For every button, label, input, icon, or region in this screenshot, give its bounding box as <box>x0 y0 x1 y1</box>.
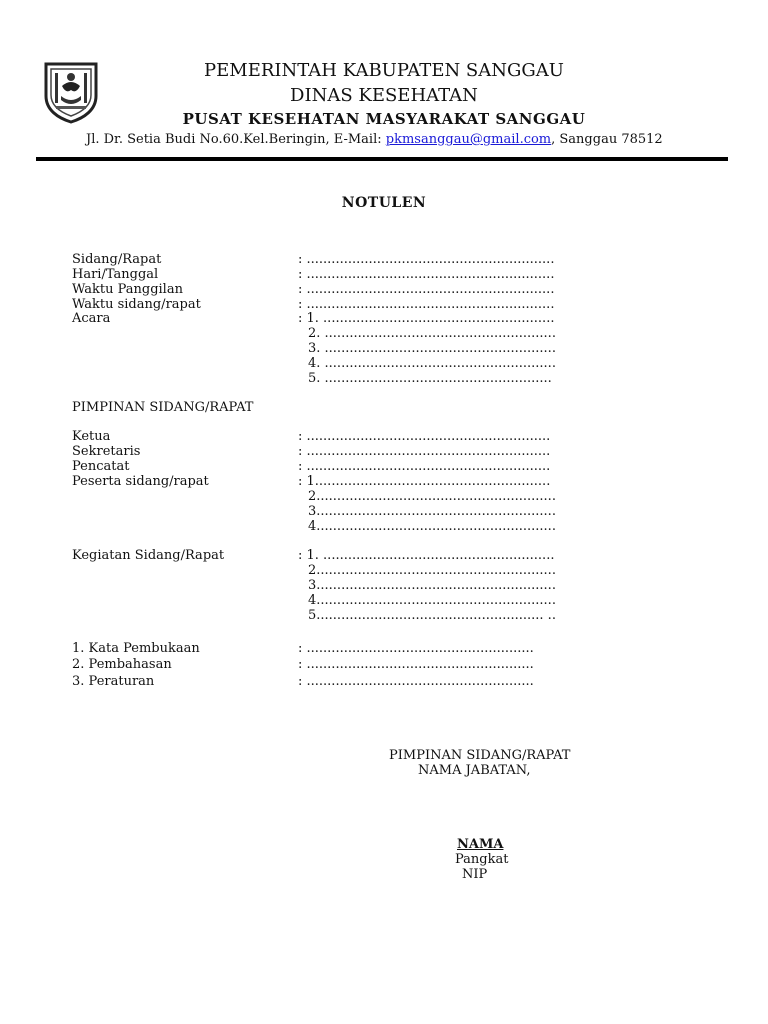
signature-title: PIMPINAN SIDANG/RAPAT <box>389 748 571 763</box>
acara-item-text: 5. ....................................................... <box>308 371 552 386</box>
field-value: : ............................................................ <box>298 267 555 282</box>
agenda-value: : ....................................................... <box>298 641 534 656</box>
field-label: Peserta sidang/rapat <box>72 474 209 489</box>
field-value: : ........................................................... <box>298 459 551 474</box>
field-value: : ........................................................... <box>298 429 551 444</box>
field-label: Sidang/Rapat <box>72 252 162 267</box>
field-label: Hari/Tanggal <box>72 267 159 282</box>
kegiatan-item-text: 5....................................................... .. <box>308 608 556 623</box>
header-department-name: DINAS KESEHATAN <box>290 85 478 106</box>
agenda-value: : ....................................................... <box>298 674 534 689</box>
signature-nip: NIP <box>462 867 488 882</box>
field-label: Sekretaris <box>72 444 141 459</box>
pimpinan-heading-text: PIMPINAN SIDANG/RAPAT <box>72 400 254 415</box>
field-label: Waktu Panggilan <box>72 282 183 297</box>
field-value: : 1......................................................... <box>298 474 551 489</box>
field-label: Ketua <box>72 429 111 444</box>
peserta-item-text: 3.......................................................... <box>308 504 556 519</box>
address-suffix: , Sanggau 78512 <box>551 132 663 147</box>
field-value: : ............................................................ <box>298 252 555 267</box>
field-label: Kegiatan Sidang/Rapat <box>72 548 225 563</box>
signature-position: NAMA JABATAN, <box>418 763 531 778</box>
field-value: : ........................................................... <box>298 444 551 459</box>
kegiatan-item-text: 3.......................................................... <box>308 578 556 593</box>
address-prefix: Jl. Dr. Setia Budi No.60.Kel.Beringin, E-Mail: <box>86 132 386 147</box>
header-institution-name: PUSAT KESEHATAN MASYARAKAT SANGGAU <box>182 110 586 128</box>
header-address <box>86 132 663 147</box>
kegiatan-item-text: 2.......................................................... <box>308 563 556 578</box>
peserta-item-text: 2.......................................................... <box>308 489 556 504</box>
agenda-label: 3. Peraturan <box>72 674 155 689</box>
agenda-label: 2. Pembahasan <box>72 657 172 672</box>
signature-rank: Pangkat <box>455 852 509 867</box>
field-label: Acara <box>72 311 111 326</box>
field-label: Pencatat <box>72 459 130 474</box>
field-value: : ............................................................ <box>298 297 555 312</box>
document-title: NOTULEN <box>341 195 427 211</box>
field-value: : 1. ........................................................ <box>298 548 555 563</box>
kegiatan-item-text: 4.......................................................... <box>308 593 556 608</box>
agenda-value: : ....................................................... <box>298 657 534 672</box>
field-label: Waktu sidang/rapat <box>72 297 201 312</box>
field-value: : 1. ........................................................ <box>298 311 555 326</box>
header-divider <box>36 157 728 161</box>
acara-item-text: 2. ........................................................ <box>308 326 556 341</box>
peserta-item-text: 4.......................................................... <box>308 519 556 534</box>
acara-item-text: 3. ........................................................ <box>308 341 556 356</box>
email-link[interactable]: pkmsanggau@gmail.com <box>385 132 552 147</box>
header-government-name: PEMERINTAH KABUPATEN SANGGAU <box>204 60 564 81</box>
signature-name: NAMA <box>457 837 504 852</box>
acara-item-text: 4. ........................................................ <box>308 356 556 371</box>
field-value: : ............................................................ <box>298 282 555 297</box>
agenda-label: 1. Kata Pembukaan <box>72 641 200 656</box>
